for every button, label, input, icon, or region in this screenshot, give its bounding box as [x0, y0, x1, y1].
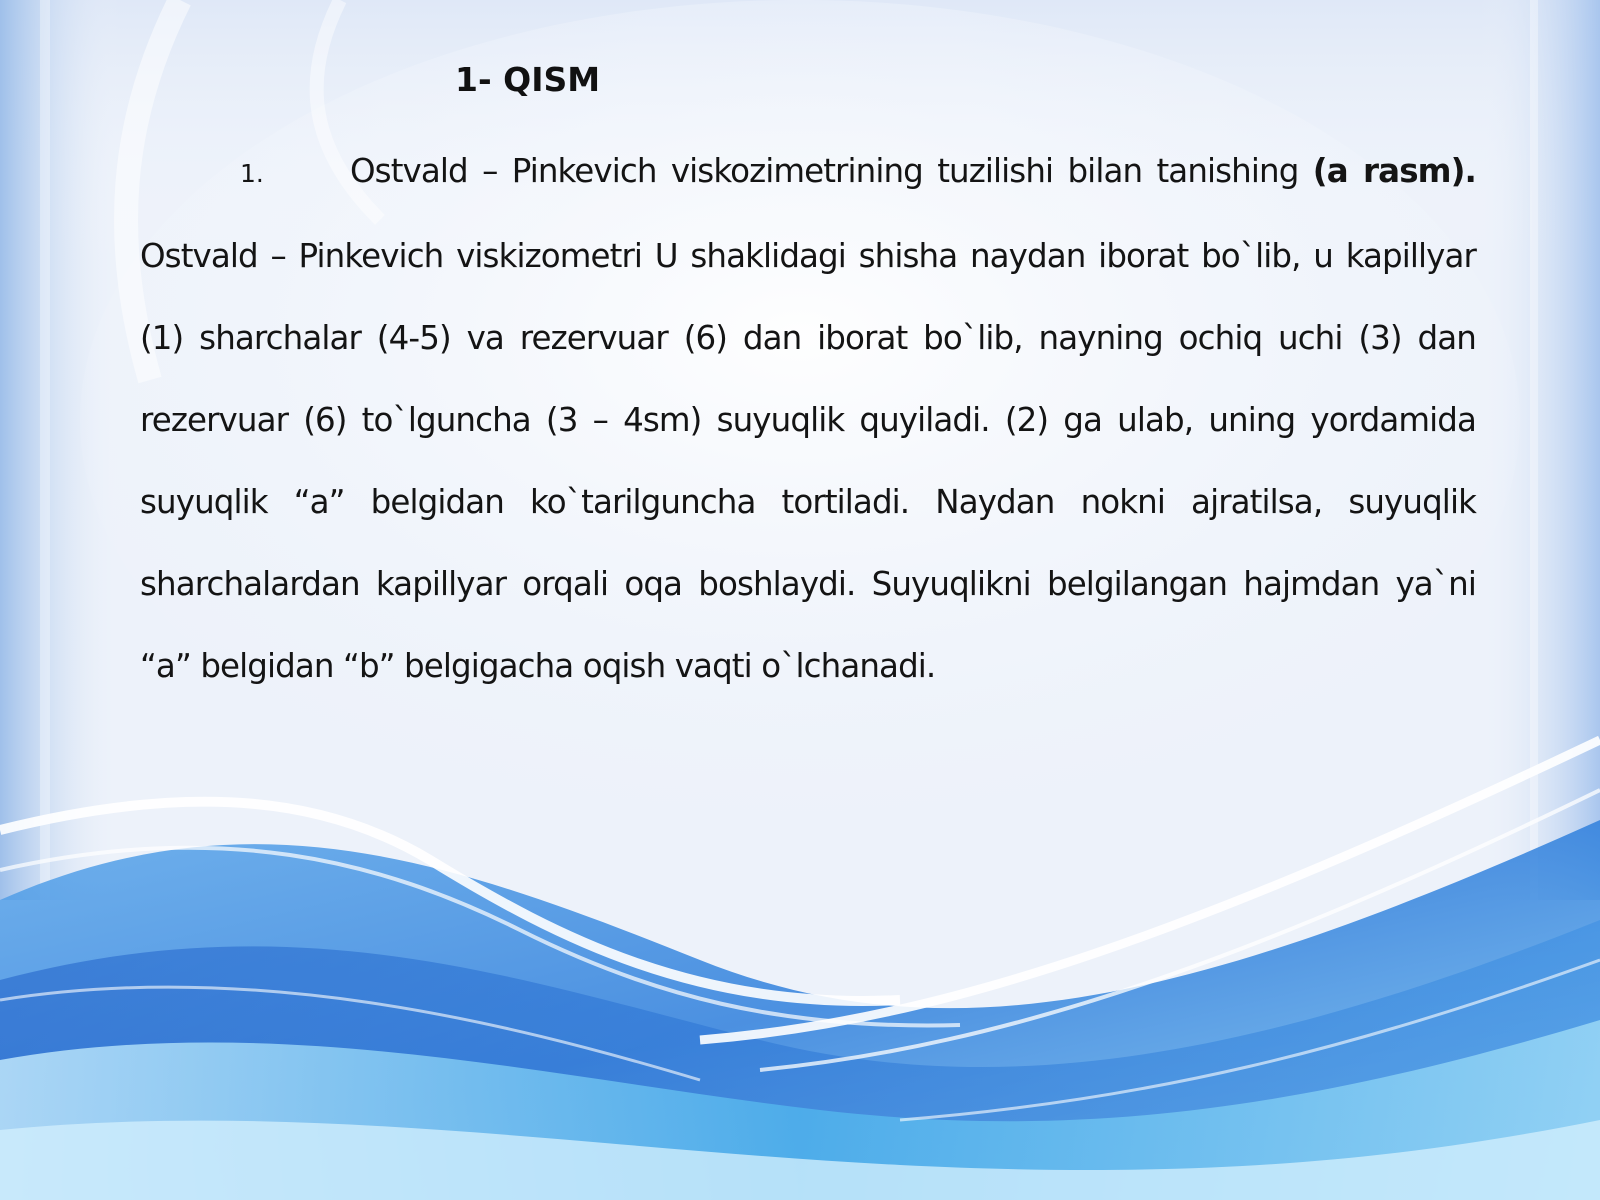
body-paragraph — [140, 130, 1476, 707]
body-text: Ostvald – Pinkevich viskizometri U shaklidagi shisha naydan iborat bo`lib, u kapillyar (1) sharchalar (4-5) va rezervuar (6) dan iborat bo`lib, nayning ochiq uchi (3) dan rezervuar (6) to`lguncha (3 – 4sm) suyuqlik quyiladi. (2) ga ulab, uning yordamida suyuqlik “a” belgidan ko`tarilguncha tortiladi. Naydan nokni ajratilsa, suyuqlik sharchalardan kapillyar orqali oqa boshlaydi. Suyuqlikni belgilangan hajmdan ya`ni “a” belgidan “b” belgigacha oqish vaqti o`lchanadi. — [140, 237, 1476, 685]
list-number: 1. — [240, 159, 264, 188]
figure-reference: (a rasm). — [1312, 152, 1477, 190]
slide-heading: 1- QISM — [455, 60, 601, 99]
first-sentence: Ostvald – Pinkevich viskozimetrining tuzilishi bilan tanishing — [350, 152, 1299, 190]
